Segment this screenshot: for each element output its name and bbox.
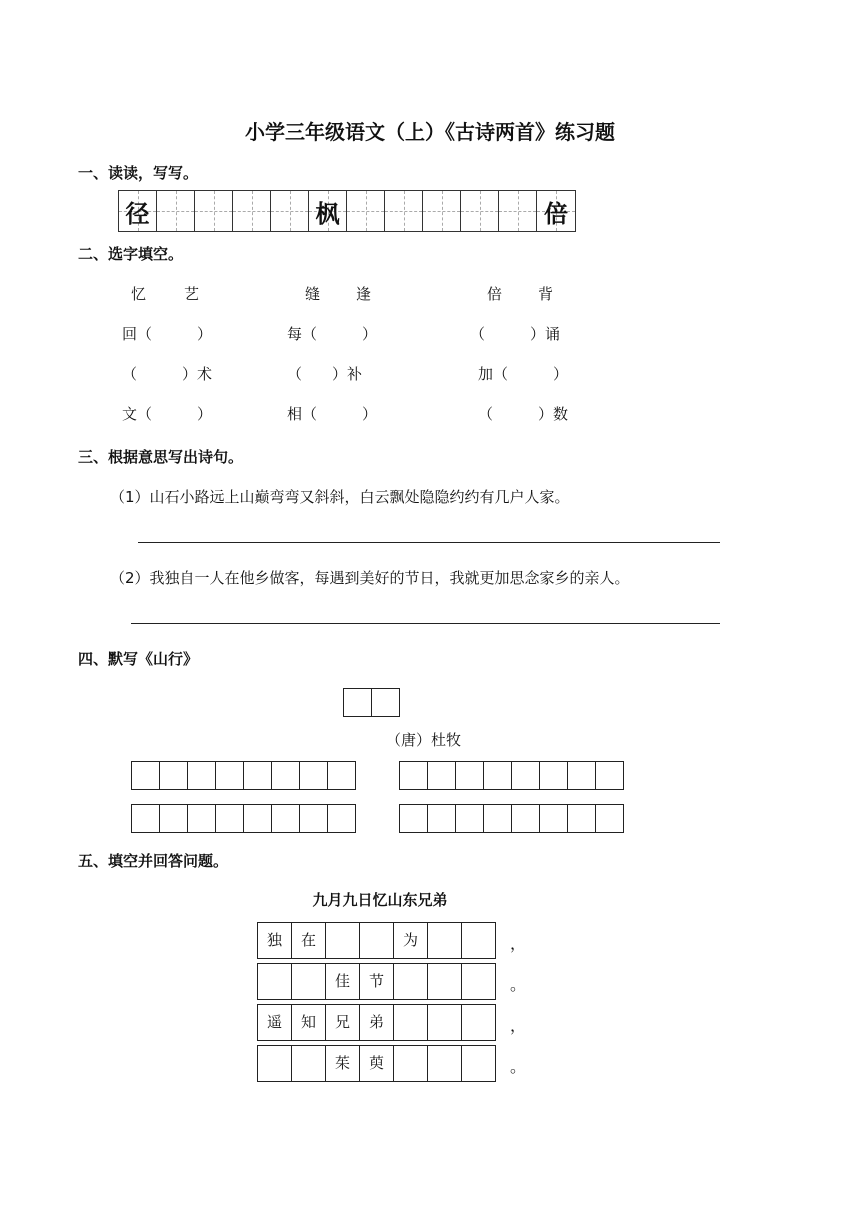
write-box [595,761,624,790]
poem-cell: 茱 [325,1045,360,1082]
poem-cell [325,922,360,959]
write-box [539,804,568,833]
punctuation: 。 [510,1057,527,1076]
poem-table [258,923,530,1087]
poem-cell [427,922,462,959]
char-option: 忆 [131,285,147,303]
write-box [271,761,300,790]
poem-cell [461,1004,496,1041]
write-box [539,761,568,790]
write-box [483,761,512,790]
answer-line [131,623,720,624]
question-2: （2）我独自一人在他乡做客，每遇到美好的节日，我就更加思念家乡的亲人。 [110,569,630,587]
write-box [299,761,328,790]
fill-blank: （ ）诵 [470,325,561,343]
grid-cell [537,191,575,231]
write-box [327,804,356,833]
grid-cell [157,191,195,231]
poem-cell [461,922,496,959]
write-box [455,804,484,833]
poem-row [258,923,530,964]
poem-cell [427,1004,462,1041]
question-1: （1）山石小路远上山巅弯弯又斜斜，白云飘处隐隐约约有几户人家。 [110,488,570,506]
write-box [399,804,428,833]
poem-author: （唐）杜牧 [386,731,462,749]
write-box [243,804,272,833]
write-box [299,804,328,833]
grid-cell [385,191,423,231]
write-box [567,804,596,833]
poem-row [258,1046,530,1087]
poem-cell: 节 [359,963,394,1000]
poem-cell: 在 [291,922,326,959]
fill-blank: （ ）数 [478,405,569,423]
write-box [159,761,188,790]
write-box [399,761,428,790]
poem-line-boxes [132,805,356,833]
fill-blank: 加（ ） [478,365,569,383]
grid-char: 枫 [315,198,340,228]
write-box [187,761,216,790]
poem-cell [291,1045,326,1082]
poem-cell: 独 [257,922,292,959]
poem-title-boxes [344,689,400,717]
write-box [483,804,512,833]
char-option: 倍 [487,285,503,303]
page-title: 小学三年级语文（上）《古诗两首》练习题 [245,120,615,144]
fill-blank: （ ）术 [122,365,213,383]
poem-row [258,964,530,1005]
grid-cell [423,191,461,231]
poem-cell: 为 [393,922,428,959]
fill-blank: 相（ ） [287,405,378,423]
grid-cell [233,191,271,231]
write-box [427,804,456,833]
grid-char: 径 [125,198,150,228]
char-option: 逢 [356,285,372,303]
grid-cell [309,191,347,231]
poem-cell [257,1045,292,1082]
poem-cell [291,963,326,1000]
grid-cell [499,191,537,231]
poem-line-boxes [132,762,356,790]
poem-cell: 佳 [325,963,360,1000]
write-box [187,804,216,833]
poem-cell [393,1045,428,1082]
grid-cell [461,191,499,231]
write-box [427,761,456,790]
poem-cell [461,963,496,1000]
poem-cell [427,963,462,1000]
write-box [511,761,540,790]
fill-blank: 回（ ） [122,325,213,343]
section-3-heading: 三、根据意思写出诗句。 [78,448,244,466]
grid-char: 倍 [544,198,568,228]
poem-cell: 知 [291,1004,326,1041]
write-box [159,804,188,833]
punctuation: 。 [510,975,527,994]
poem-row [258,1005,530,1046]
write-box [215,804,244,833]
poem-cell [461,1045,496,1082]
write-box [511,804,540,833]
write-box [271,804,300,833]
write-box [371,688,400,717]
writing-grid [118,190,576,232]
poem-cell: 遥 [257,1004,292,1041]
section-4-heading: 四、默写《山行》 [78,650,199,668]
write-box [215,761,244,790]
write-box [343,688,372,717]
poem-cell [359,922,394,959]
poem-cell [427,1045,462,1082]
fill-blank: 文（ ） [122,405,213,423]
char-option: 背 [538,285,554,303]
punctuation: ， [510,1016,527,1035]
poem-line-boxes [400,762,624,790]
write-box [131,761,160,790]
punctuation: ， [510,934,527,953]
section-5-heading: 五、填空并回答问题。 [78,852,229,870]
write-box [567,761,596,790]
grid-cell [271,191,309,231]
poem-title: 九月九日忆山东兄弟 [312,891,448,909]
write-box [455,761,484,790]
poem-cell: 萸 [359,1045,394,1082]
answer-line [138,542,720,543]
write-box [243,761,272,790]
grid-cell [347,191,385,231]
char-option: 缝 [305,285,321,303]
fill-blank: （ ）补 [287,365,363,383]
poem-cell: 弟 [359,1004,394,1041]
section-2-heading: 二、选字填空。 [78,245,184,263]
poem-line-boxes [400,805,624,833]
write-box [595,804,624,833]
poem-cell: 兄 [325,1004,360,1041]
poem-cell [257,963,292,1000]
grid-cell [195,191,233,231]
fill-blank: 每（ ） [287,325,378,343]
write-box [131,804,160,833]
poem-cell [393,963,428,1000]
char-option: 艺 [184,285,200,303]
grid-cell [119,191,157,231]
section-1-heading: 一、读读，写写。 [78,164,199,182]
write-box [327,761,356,790]
poem-cell [393,1004,428,1041]
